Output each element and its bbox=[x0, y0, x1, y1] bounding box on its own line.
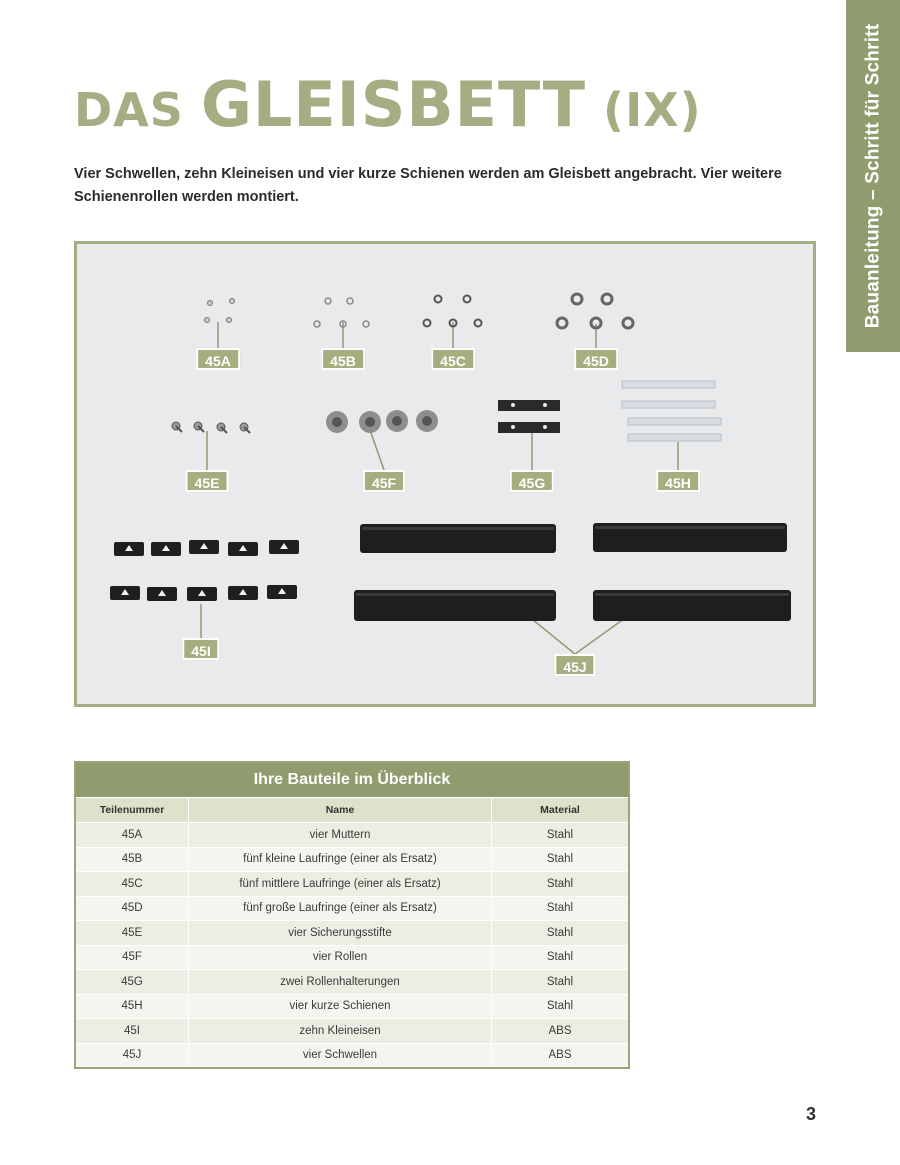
material-cell: Stahl bbox=[492, 945, 630, 970]
part-name-cell: vier Sicherungsstifte bbox=[189, 921, 492, 946]
label-45f: 45F bbox=[363, 470, 405, 492]
part-name-cell: zehn Kleineisen bbox=[189, 1019, 492, 1044]
label-45g: 45G bbox=[510, 470, 554, 492]
title-part-das: DAS bbox=[74, 83, 201, 137]
table-row bbox=[75, 1019, 629, 1044]
part-name-cell: zwei Rollenhalterungen bbox=[189, 970, 492, 995]
nuts-45a bbox=[205, 299, 235, 323]
material-cell: Stahl bbox=[492, 872, 630, 897]
material-cell: Stahl bbox=[492, 970, 630, 995]
part-name-cell: fünf große Laufringe (einer als Ersatz) bbox=[189, 896, 492, 921]
part-number-cell: 45F bbox=[75, 945, 189, 970]
material-cell: Stahl bbox=[492, 847, 630, 872]
label-45j: 45J bbox=[554, 654, 595, 676]
table-row bbox=[75, 872, 629, 897]
table-row bbox=[75, 823, 629, 848]
page-title bbox=[74, 68, 702, 141]
part-number-cell: 45C bbox=[75, 872, 189, 897]
part-name-cell: fünf mittlere Laufringe (einer als Ersatz) bbox=[189, 872, 492, 897]
washers-45b bbox=[314, 298, 369, 327]
rails-45h bbox=[622, 381, 721, 441]
material-cell: Stahl bbox=[492, 896, 630, 921]
material-cell: Stahl bbox=[492, 823, 630, 848]
small-irons-45i bbox=[110, 540, 299, 601]
label-45b: 45B bbox=[321, 348, 365, 370]
table-caption: Ihre Bauteile im Überblick bbox=[75, 762, 629, 798]
label-45c: 45C bbox=[431, 348, 475, 370]
column-header-material: Material bbox=[492, 798, 630, 823]
column-header-name: Name bbox=[189, 798, 492, 823]
sleepers-45j bbox=[354, 523, 791, 621]
roller-holders-45g bbox=[498, 400, 560, 433]
table-row bbox=[75, 921, 629, 946]
material-cell: Stahl bbox=[492, 921, 630, 946]
material-cell: Stahl bbox=[492, 994, 630, 1019]
part-number-cell: 45A bbox=[75, 823, 189, 848]
section-side-tab bbox=[846, 0, 900, 352]
washers-45c bbox=[424, 296, 482, 327]
parts-overview-table bbox=[74, 761, 630, 1069]
table-row bbox=[75, 970, 629, 995]
table-row bbox=[75, 896, 629, 921]
part-name-cell: vier Rollen bbox=[189, 945, 492, 970]
material-cell: ABS bbox=[492, 1043, 630, 1068]
part-number-cell: 45B bbox=[75, 847, 189, 872]
part-name-cell: vier Schwellen bbox=[189, 1043, 492, 1068]
part-number-cell: 45J bbox=[75, 1043, 189, 1068]
washers-45d bbox=[557, 294, 633, 328]
label-45d: 45D bbox=[574, 348, 618, 370]
pins-45e bbox=[172, 422, 250, 433]
section-side-tab-text: Bauanleitung – Schritt für Schritt bbox=[862, 23, 883, 329]
table-row bbox=[75, 847, 629, 872]
label-45a: 45A bbox=[196, 348, 240, 370]
page-number: 3 bbox=[806, 1104, 817, 1124]
table-row bbox=[75, 1043, 629, 1068]
intro-paragraph: Vier Schwellen, zehn Kleineisen und vier kurze Schienen werden am Gleisbett angebracht. Vier weitere Schienenrollen werden montiert. bbox=[74, 166, 782, 205]
label-45i: 45I bbox=[182, 638, 219, 660]
title-part-number: (IX) bbox=[586, 83, 702, 137]
part-number-cell: 45H bbox=[75, 994, 189, 1019]
part-number-cell: 45I bbox=[75, 1019, 189, 1044]
part-name-cell: vier kurze Schienen bbox=[189, 994, 492, 1019]
label-45e: 45E bbox=[186, 470, 229, 492]
rollers-45f bbox=[326, 410, 438, 433]
table-row bbox=[75, 994, 629, 1019]
parts-photo bbox=[74, 241, 816, 707]
label-45h: 45H bbox=[656, 470, 700, 492]
table-row bbox=[75, 945, 629, 970]
part-number-cell: 45D bbox=[75, 896, 189, 921]
material-cell: ABS bbox=[492, 1019, 630, 1044]
column-header-part-number: Teilenummer bbox=[75, 798, 189, 823]
title-part-gleisbett: GLEISBETT bbox=[200, 68, 587, 141]
part-name-cell: vier Muttern bbox=[189, 823, 492, 848]
part-number-cell: 45G bbox=[75, 970, 189, 995]
part-name-cell: fünf kleine Laufringe (einer als Ersatz) bbox=[189, 847, 492, 872]
part-number-cell: 45E bbox=[75, 921, 189, 946]
